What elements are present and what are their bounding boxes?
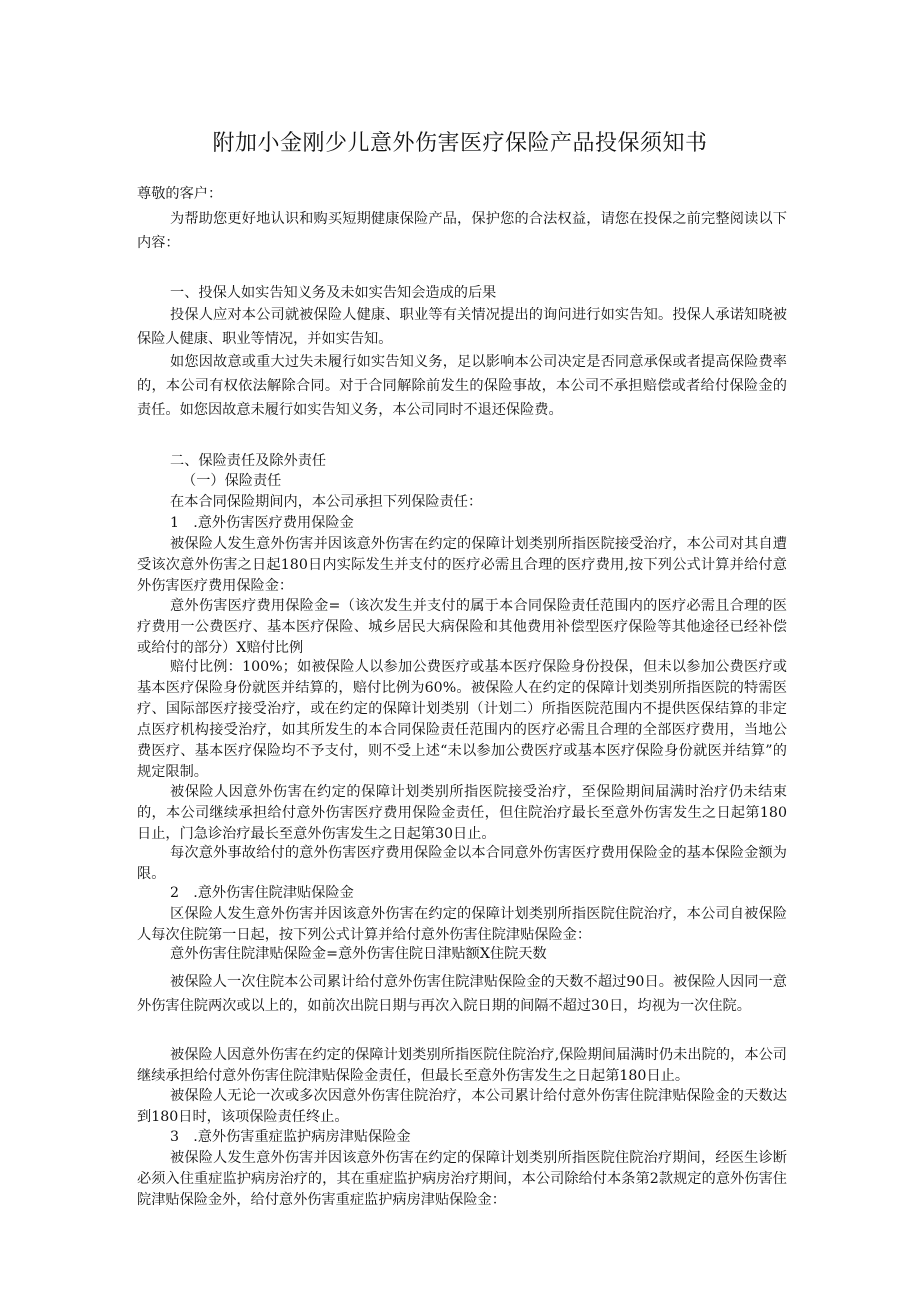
item2-paragraph-1: 区保险人发生意外伤害并因该意外伤害在约定的保障计划类别所指医院住院治疗，本公司自被保险人每次住院第一日起，按下列公式计算并给付意外伤害住院津贴保险金：: [137, 906, 787, 943]
item2-paragraph-4: 被保险人无论一次或多次因意外伤害住院治疗，本公司累计给付意外伤害住院津贴保险金的天数达到180日时，该项保险责任终止。: [137, 1088, 787, 1125]
item2-paragraph-3: 被保险人因意外伤害在约定的保障计划类别所指医院住院治疗,保险期间届满时仍未出院的，本公司继续承担给付意外伤害住院津贴保险金责任，但最长至意外伤害发生之日起第180日止。: [137, 1047, 787, 1084]
section2-lead: 在本合同保险期间内，本公司承担下列保险责任：: [170, 494, 483, 510]
item1-paragraph-4: 每次意外事故给付的意外伤害医疗费用保险金以本合同意外伤害医疗费用保险金的基本保险金额为限。: [137, 845, 787, 882]
section1-paragraph-2: 如您因故意或重大过失未履行如实告知义务，足以影响本公司决定是否同意承保或者提高保险费率的，本公司有权依法解除合同。对于合同解除前发生的保险事故，本公司不承担赔偿或者给付保险金的责任。如您因故意未履行如实告知义务，本公司同时不退还保险费。: [137, 354, 787, 418]
intro-paragraph: 为帮助您更好地认识和购买短期健康保险产品，保护您的合法权益，请您在投保之前完整阅读以下内容：: [137, 211, 787, 251]
subsection-heading: （一）保险责任: [182, 473, 282, 489]
item2-title: 2 .意外伤害住院津贴保险金: [170, 885, 354, 901]
greeting: 尊敬的客户：: [137, 186, 223, 202]
section1-paragraph-1: 投保人应对本公司就被保险人健康、职业等有关情况提出的询问进行如实告知。投保人承诺知晓被保险人健康、职业等情况，并如实告知。: [137, 307, 787, 347]
item1-title: 1 .意外伤害医疗费用保险金: [170, 515, 354, 531]
document-title: 附加小金刚少儿意外伤害医疗保险产品投保须知书: [212, 131, 708, 156]
item2-formula: 意外伤害住院津贴保险金=意外伤害住院日津贴额X住院天数: [170, 946, 547, 962]
item1-paragraph-1: 被保险人发生意外伤害并因该意外伤害在约定的保障计划类别所指医院接受治疗，本公司对其自遭受该次意外伤害之日起180日内实际发生并支付的医疗必需且合理的医疗费用,按下列公式计算并给付意外伤害医疗费用保险金：: [137, 536, 787, 594]
item2-paragraph-2: 被保险人一次住院本公司累计给付意外伤害住院津贴保险金的天数不超过90日。被保险人因同一意外伤害住院两次或以上的，如前次出院日期与再次入院日期的间隔不超过30日，均视为一次住院。: [137, 974, 787, 1014]
item1-paragraph-2: 赔付比例：100%；如被保险人以参加公费医疗或基本医疗保险身份投保，但未以参加公费医疗或基本医疗保险身份就医并结算的，赔付比例为60%。被保险人在约定的保障计划类别所指医院的特需医疗、国际部医疗接受治疗，或在约定的保障计划类别（计划二）所指医院范围内不提供医保结算的非定点医疗机构接受治疗，如其所发生的本合同保险责任范围内的医疗必需且合理的全部医疗费用，当地公费医疗、基本医疗保险均不予支付，则不受上述“未以参加公费医疗或基本医疗保险身份就医并结算”的规定限制。: [137, 659, 787, 780]
section2-heading: 二、保险责任及除外责任: [170, 453, 327, 469]
item1-paragraph-3: 被保险人因意外伤害在约定的保障计划类别所指医院接受治疗，至保险期间届满时治疗仍未结束的，本公司继续承担给付意外伤害医疗费用保险金责任，但住院治疗最长至意外伤害发生之日起第180日止，门急诊治疗最长至意外伤害发生之日起第30日止。: [137, 784, 787, 842]
item1-formula: 意外伤害医疗费用保险金=（该次发生并支付的属于本合同保险责任范围内的医疗必需且合理的医疗费用一公费医疗、基本医疗保险、城乡居民大病保险和其他费用补偿型医疗保险等其他途径已经补偿或给付的部分）X赔付比例: [137, 598, 787, 656]
section1-heading: 一、投保人如实告知义务及未如实告知会造成的后果: [170, 285, 497, 301]
item3-title: 3 .意外伤害重症监护病房津贴保险金: [170, 1129, 411, 1145]
item3-paragraph-1: 被保险人发生意外伤害并因该意外伤害在约定的保障计划类别所指医院住院治疗期间，经医生诊断必须入住重症监护病房治疗的，其在重症监护病房治疗期间，本公司除给付本条第2款规定的意外伤害住院津贴保险金外，给付意外伤害重症监护病房津贴保险金：: [137, 1150, 787, 1208]
